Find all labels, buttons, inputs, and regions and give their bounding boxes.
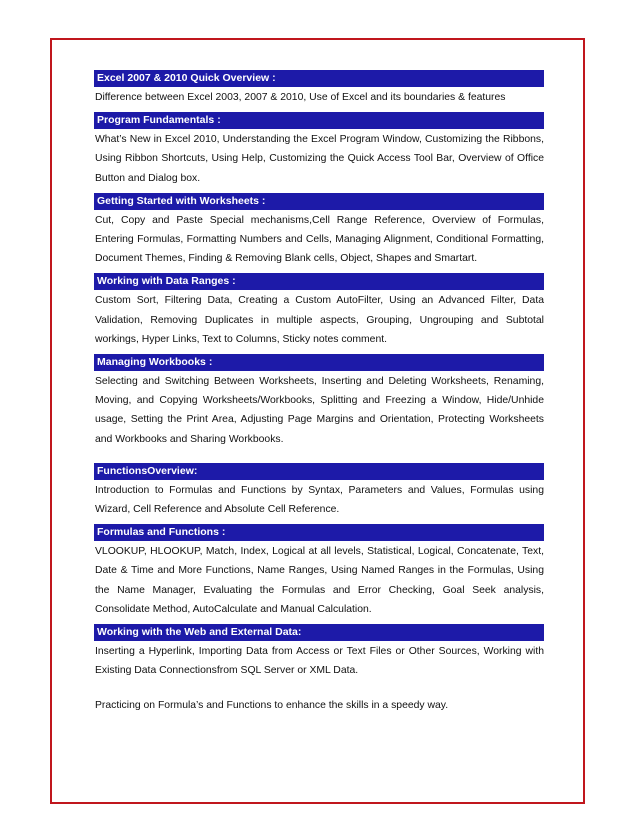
section-getting-started — [94, 193, 544, 269]
closing-text: Practicing on Formula’s and Functions to enhance the skills in a speedy way. — [95, 700, 449, 712]
section-header: Formulas and Functions : — [94, 524, 544, 541]
section-header: Managing Workbooks : — [94, 354, 544, 371]
section-body: Selecting and Switching Between Worksheets, Inserting and Deleting Worksheets, Renaming, Moving, and Copying Worksheets/Workbooks, Splitting and Freezing a Window, Hide/Unhide usage, Setting the Print Area, Adjusting Page Margins and Orientation, Protecting Worksheets and Workbooks and Sharing Workbooks. — [95, 376, 544, 445]
section-header: Getting Started with Worksheets : — [94, 193, 544, 210]
section-body: Cut, Copy and Paste Special mechanisms,Cell Range Reference, Overview of Formulas, Entering Formulas, Formatting Numbers and Cells, Managing Alignment, Conditional Formatting, Document Themes, Finding & Removing Blank cells, Object, Shapes and Smartart. — [95, 214, 544, 265]
section-body: Custom Sort, Filtering Data, Creating a Custom AutoFilter, Using an Advanced Filter, Data Validation, Removing Duplicates in multiple aspects, Grouping, Ungrouping and Subtotal workings, Hyper Links, Text to Columns, Sticky notes comment. — [95, 295, 544, 345]
section-data-ranges — [94, 273, 544, 349]
section-managing-workbooks — [94, 354, 544, 449]
section-body: Introduction to Formulas and Functions by Syntax, Parameters and Values, Formulas using Wizard, Cell Reference and Absolute Cell Reference. — [95, 484, 544, 516]
section-excel-overview — [94, 70, 544, 107]
section-web-external-data — [94, 624, 544, 680]
section-header: FunctionsOverview: — [94, 463, 544, 480]
section-header: Program Fundamentals : — [94, 112, 544, 129]
section-program-fundamentals — [94, 112, 544, 188]
section-functions-overview — [94, 463, 544, 519]
section-body: Inserting a Hyperlink, Importing Data from Access or Text Files or Other Sources, Working with Existing Data Connectionsfrom SQL Server or XML Data. — [95, 646, 544, 677]
section-header: Working with Data Ranges : — [94, 273, 544, 290]
section-header: Excel 2007 & 2010 Quick Overview : — [94, 70, 544, 87]
section-header: Working with the Web and External Data: — [94, 624, 544, 641]
section-body: Difference between Excel 2003, 2007 & 2010, Use of Excel and its boundaries & features — [95, 92, 506, 103]
document-content — [94, 70, 544, 715]
section-body: What’s New in Excel 2010, Understanding the Excel Program Window, Customizing the Ribbons, Using Ribbon Shortcuts, Using Help, Customizing the Quick Access Tool Bar, Overview of Office Button and Dialog box. — [95, 134, 544, 184]
section-formulas-functions — [94, 524, 544, 619]
section-body: VLOOKUP, HLOOKUP, Match, Index, Logical at all levels, Statistical, Logical, Concatenate, Text, Date & Time and More Functions, Name Ranges, Using Named Ranges in the Formulas, Using the Name Manager, Evaluating the Formulas and Error Checking, Goal Seek analysis, Consolidate Method, AutoCalculate and Manual Calculation. — [95, 546, 544, 615]
